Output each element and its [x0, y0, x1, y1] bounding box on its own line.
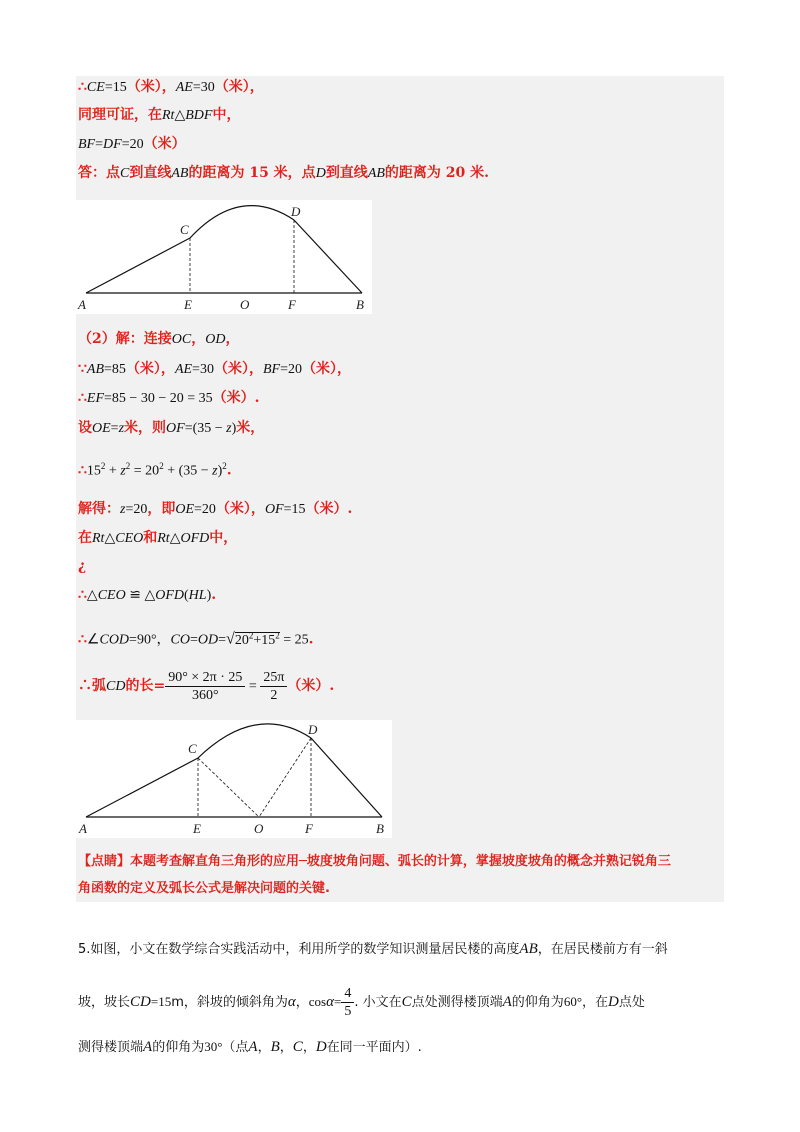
key-point-note-line-1: 【点睛】本题考查解直角三角形的应用─坡度坡角问题、弧长的计算，掌握坡度坡角的概念并熟记锐角三 — [78, 854, 671, 869]
solution-equation: $\therefore 15^2 + z^2 = 20^2 + (35 - z)^2$. — [78, 461, 232, 479]
cos-fraction: $\frac{4}{5}$ — [341, 985, 354, 1020]
question-5-line-1: 5.如图，小文在数学综合实践活动中，利用所学的数学知识测量居民楼的高度AB，在居民楼前方有一斜 — [78, 941, 668, 957]
figure-2-label-c: C — [188, 741, 197, 756]
solution-arc-length: ∴弧CD的长= $\frac{90^\circ \times 2\pi \cdot 25}{360^\circ}$ = $\frac{25\pi}{2}$ （米）. — [78, 669, 335, 703]
figure-1-label-a: A — [78, 297, 86, 312]
figure-1-label-b: B — [356, 297, 364, 312]
solution-line-1: ∴CE=15（米），AE=30（米）， — [78, 79, 264, 95]
figure-2-label-f: F — [305, 821, 313, 836]
figure-2-label-o: O — [254, 821, 264, 836]
arc-fraction-2: $\frac{25\pi}{2}$ — [260, 669, 287, 704]
figure-2-label-d: D — [308, 722, 318, 737]
figure-1-background — [76, 200, 372, 314]
key-point-note-line-2: 角函数的定义及弧长公式是解决问题的关键. — [78, 881, 330, 896]
figure-1-label-o: O — [240, 297, 250, 312]
figure-2-label-a: A — [79, 821, 87, 836]
solution-ef: ∴EF=85 − 30 − 20 = 35（米）. — [78, 390, 260, 406]
figure-2-background — [76, 720, 392, 838]
solution-solve: 解得：z=20，即OE=20（米），OF=15（米）. — [78, 501, 353, 517]
sqrt-content: $20^2+15^2$ — [234, 630, 280, 648]
solution-line-2: 同理可证，在Rt△BDF中， — [78, 107, 241, 123]
solution-set-z: 设OE=z米，则OF=(35 − z)米， — [78, 420, 265, 436]
arc-fraction-1: $\frac{90^\circ \times 2\pi \cdot 25}{360^\circ}$ — [165, 669, 245, 704]
solution-part-2-title: （2）解：连接OC，OD， — [78, 331, 240, 347]
figure-1-diagram — [76, 200, 372, 314]
figure-2-label-b: B — [376, 821, 384, 836]
figure-1-label-e: E — [184, 297, 192, 312]
figure-1-label-d: D — [291, 204, 301, 219]
figure-1-label-c: C — [180, 222, 189, 237]
sqrt-sign: √ — [226, 630, 235, 648]
solution-congruence: ∴△CEO ≌ △OFD(HL). — [78, 587, 217, 603]
question-5-line-2: 坡，坡长CD=15m，斜坡的倾斜角为α，cosα= $\frac{4}{5}$ . 小文在C点处测得楼顶端A的仰角为60°，在D点处 — [78, 986, 645, 1019]
question-5-line-3: 测得楼顶端A的仰角为30°（点A，B，C，D在同一平面内）. — [78, 1039, 422, 1055]
solution-line-3: BF=DF=20（米） — [78, 136, 186, 152]
solution-given: ∵AB=85（米），AE=30（米），BF=20（米）， — [78, 361, 351, 377]
solution-triangles: 在Rt△CEO和Rt△OFD中， — [78, 530, 238, 546]
figure-1-label-f: F — [288, 297, 296, 312]
figure-2-diagram — [76, 720, 392, 838]
figure-2-label-e: E — [193, 821, 201, 836]
solution-answer-1: 答：点C到直线AB的距离为 15 米，点D到直线AB的距离为 20 米. — [78, 165, 490, 181]
solution-placeholder-char: ¿ — [78, 558, 87, 574]
solution-angle-cod: ∴∠COD=90°，$CO=OD=√20^2+15^2 = 25$. — [78, 630, 314, 648]
